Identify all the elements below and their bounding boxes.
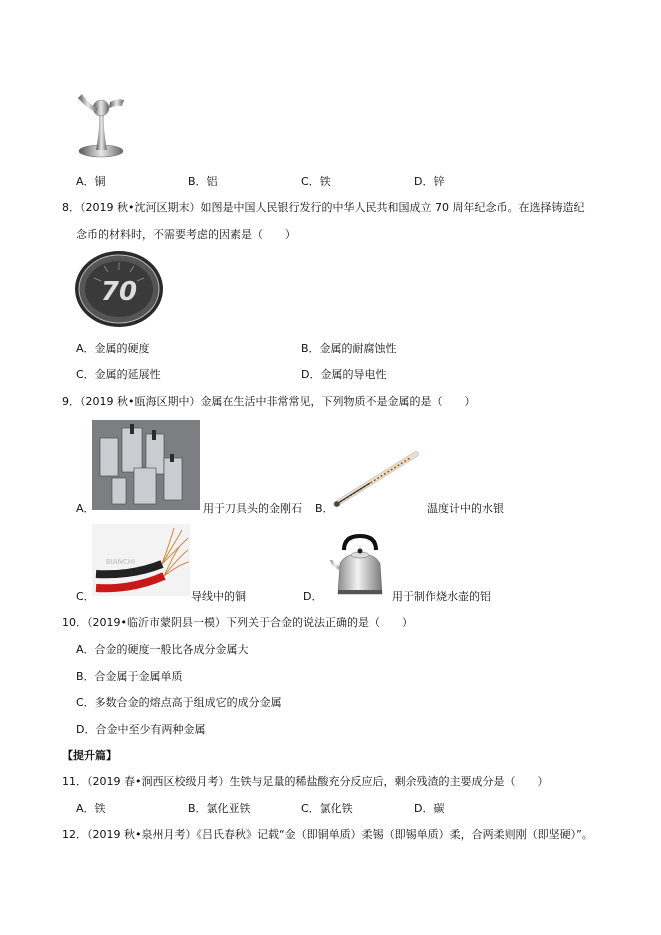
q10-option-b: B．合金属于金属单质 [76,670,183,683]
q11-option-c: C．氯化铁 [301,802,353,815]
q9-option-c-text: 导线中的铜 [191,590,246,603]
section-title: 【提升篇】 [62,749,117,762]
q10-option-a: A．合金的硬度一般比各成分金属大 [76,643,249,656]
aluminum-kettle-image [330,530,390,600]
q9-option-c-label: C． [76,590,95,603]
q8-option-a: A．金属的硬度 [76,342,150,355]
thermometer-image [330,446,422,512]
q9-option-b-text: 温度计中的水银 [427,502,504,515]
q9-option-a-label: A． [76,502,95,515]
q12-stem: 12．（2019 秋•泉州月考）《吕氏春秋》记载“金（即铜单质）柔锡（即锡单质）柔，合两柔则刚（即坚硬）”。 [62,828,593,841]
drill-bits-image [92,420,200,510]
q10-option-d: D．合金中至少有两种金属 [76,723,206,736]
svg-text:BIANCHI: BIANCHI [106,558,136,566]
coin-number-text: 70 [100,277,138,307]
q7-option-b: B．铝 [188,175,218,188]
metal-stand-image [72,88,130,160]
q8-option-c: C．金属的延展性 [76,368,161,381]
q10-option-c: C．多数合金的熔点高于组成它的成分金属 [76,696,282,709]
q7-option-a: A．铜 [76,175,106,188]
q11-stem: 11．（2019 春•涧西区校级月考）生铁与足量的稀盐酸充分反应后，剩余残渣的主要成分是（ ） [62,775,549,788]
q7-option-c: C．铁 [301,175,331,188]
commemorative-coin-image [74,250,164,328]
copper-wires-image [92,524,190,596]
q8-option-b: B．金属的耐腐蚀性 [301,342,397,355]
q9-option-a-text: 用于刀具头的金刚石 [203,502,302,515]
q8-option-d: D．金属的导电性 [301,368,387,381]
q8-stem-line2: 念币的材料时，不需要考虑的因素是（ ） [76,228,296,241]
q7-option-d: D．锌 [414,175,445,188]
q9-option-b-label: B． [315,502,334,515]
q8-stem-line1: 8．（2019 秋•沈河区期末）如图是中国人民银行发行的中华人民共和国成立 70 周年纪念币。在选择铸造纪 [62,201,585,214]
q9-option-d-label: D． [303,590,323,603]
q11-option-d: D．碳 [414,802,445,815]
q11-option-b: B．氯化亚铁 [188,802,251,815]
q9-option-d-text: 用于制作烧水壶的铝 [392,590,491,603]
q9-stem: 9．（2019 秋•瓯海区期中）金属在生活中非常常见，下列物质不是金属的是（ ） [62,395,476,408]
q10-stem: 10．（2019•临沂市蒙阴县一模）下列关于合金的说法正确的是（ ） [62,616,413,629]
q11-option-a: A．铁 [76,802,106,815]
